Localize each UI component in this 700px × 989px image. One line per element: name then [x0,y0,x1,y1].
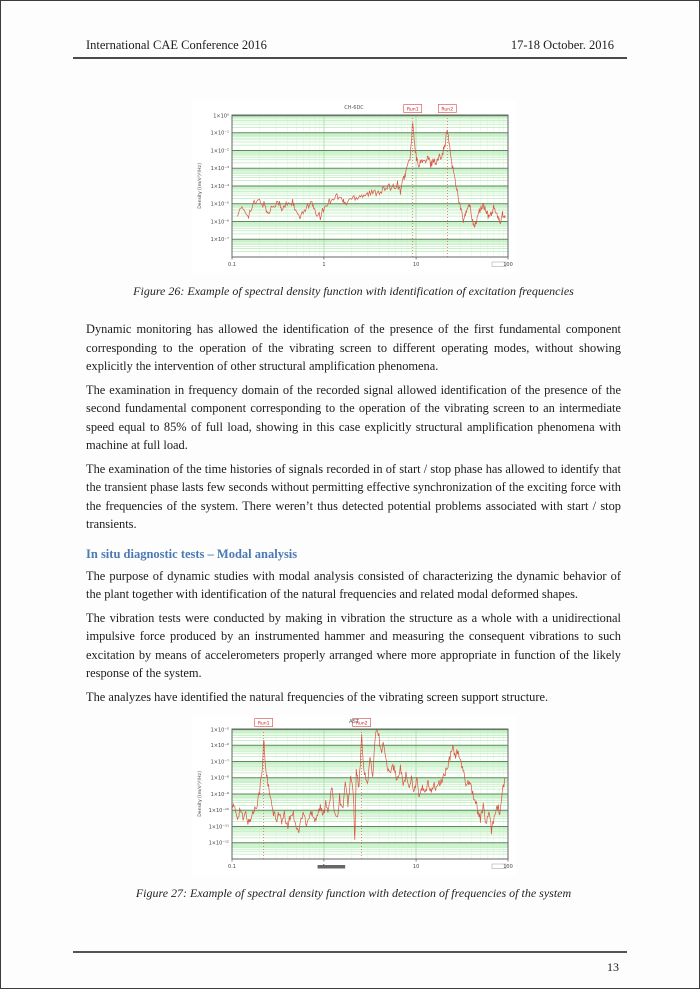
header-conference-title: International CAE Conference 2016 [86,38,267,52]
svg-text:10: 10 [412,864,419,870]
svg-text:1×10⁻⁷: 1×10⁻⁷ [210,759,229,766]
svg-text:1×10⁻¹⁰: 1×10⁻¹⁰ [208,808,229,815]
svg-text:Density [(m/s²)²/Hz]: Density [(m/s²)²/Hz] [197,771,203,817]
figure-26 [86,101,621,299]
svg-text:10: 10 [412,262,419,268]
svg-text:Run2: Run2 [355,721,368,727]
svg-text:1×10⁻⁹: 1×10⁻⁹ [210,791,229,798]
paragraph-vibration-tests: The vibration tests were conducted by making in vibration the structure as a whole with a unidirectional impulsive force produced by an instrumented hammer and measuring the consequent vibrations to such excitation by means of accelerometers properly arranged where more appropriate in function of the likely response of the system. [86,610,621,680]
figure-27-caption: Figure 27: Example of spectral density function with detection of frequencies of the system [135,886,572,900]
figure-27 [86,715,621,901]
spectral-density-chart-fig27 [192,715,516,875]
paragraph-analyzes-identified: The analyzes have identified the natural frequencies of the vibrating screen support structure. [86,689,549,704]
svg-text:1×10⁻²: 1×10⁻² [210,148,229,155]
svg-text:1×10⁻⁶: 1×10⁻⁶ [210,219,229,226]
page-number: 13 [607,960,619,974]
svg-text:1×10⁻⁶: 1×10⁻⁶ [210,743,229,750]
svg-text:Run1: Run1 [406,107,419,113]
svg-text:CH-6DC: CH-6DC [343,105,364,111]
paragraph-dynamic-monitoring: Dynamic monitoring has allowed the identification of the presence of the first fundamental component corresponding to the operation of the vibrating screen to different operating modes, without showing explicitly the intervention of other structural amplification phenomena. [86,322,621,373]
svg-text:Run1: Run1 [257,721,270,727]
paragraph-purpose-dynamic-studies: The purpose of dynamic studies with modal analysis consisted of characterizing the dynamic behavior of the plant together with identification of the natural frequencies and related modal deformed shapes. [86,568,621,601]
svg-text:0.1: 0.1 [227,262,236,268]
svg-text:Run2: Run2 [440,107,453,113]
footer-rule [73,951,627,953]
svg-text:AST: AST [348,719,359,725]
svg-text:1×10⁻⁵: 1×10⁻⁵ [210,727,229,734]
svg-text:100: 100 [502,864,513,870]
svg-text:100: 100 [502,262,513,268]
spectral-density-chart-fig26 [192,101,516,273]
section-heading-modal-analysis: In situ diagnostic tests – Modal analysis [86,546,298,561]
paragraph-frequency-domain: The examination in frequency domain of the recorded signal allowed identification of the presence of the second fundamental component corresponding to the operation of the vibrating screen to an intermediate speed equal to 85% of full load, showing in this case explicitly structural amplification phenomena with machine at full load. [86,382,621,452]
figure-26-caption: Figure 26: Example of spectral density function with identification of excitation frequencies [133,284,574,298]
svg-text:1: 1 [321,262,326,268]
paragraph-time-histories: The examination of the time histories of signals recorded in of start / stop phase has allowed to identify that the transient phase lasts few seconds without permitting effective synchronization of the exciting force with the frequencies of the system. There weren’t thus detected potential problems associated with start / stop transients. [86,461,621,531]
svg-text:1×10⁻⁷: 1×10⁻⁷ [210,237,229,244]
svg-text:1×10⁻⁵: 1×10⁻⁵ [210,201,229,208]
svg-text:1×10⁻¹²: 1×10⁻¹² [208,840,229,847]
svg-text:1×10⁻³: 1×10⁻³ [210,166,229,173]
svg-text:Density [(m/s²)²/Hz]: Density [(m/s²)²/Hz] [197,163,203,209]
page-header [73,38,627,59]
page-content [86,101,621,901]
header-date: 17-18 October. 2016 [510,38,614,52]
svg-text:1×10⁻⁴: 1×10⁻⁴ [210,183,229,190]
svg-text:1×10⁻¹¹: 1×10⁻¹¹ [208,824,229,831]
svg-text:1×10⁻⁸: 1×10⁻⁸ [210,775,229,782]
svg-text:1×10⁰: 1×10⁰ [212,113,229,120]
svg-text:0.1: 0.1 [227,864,236,870]
svg-text:1×10⁻¹: 1×10⁻¹ [210,130,229,137]
